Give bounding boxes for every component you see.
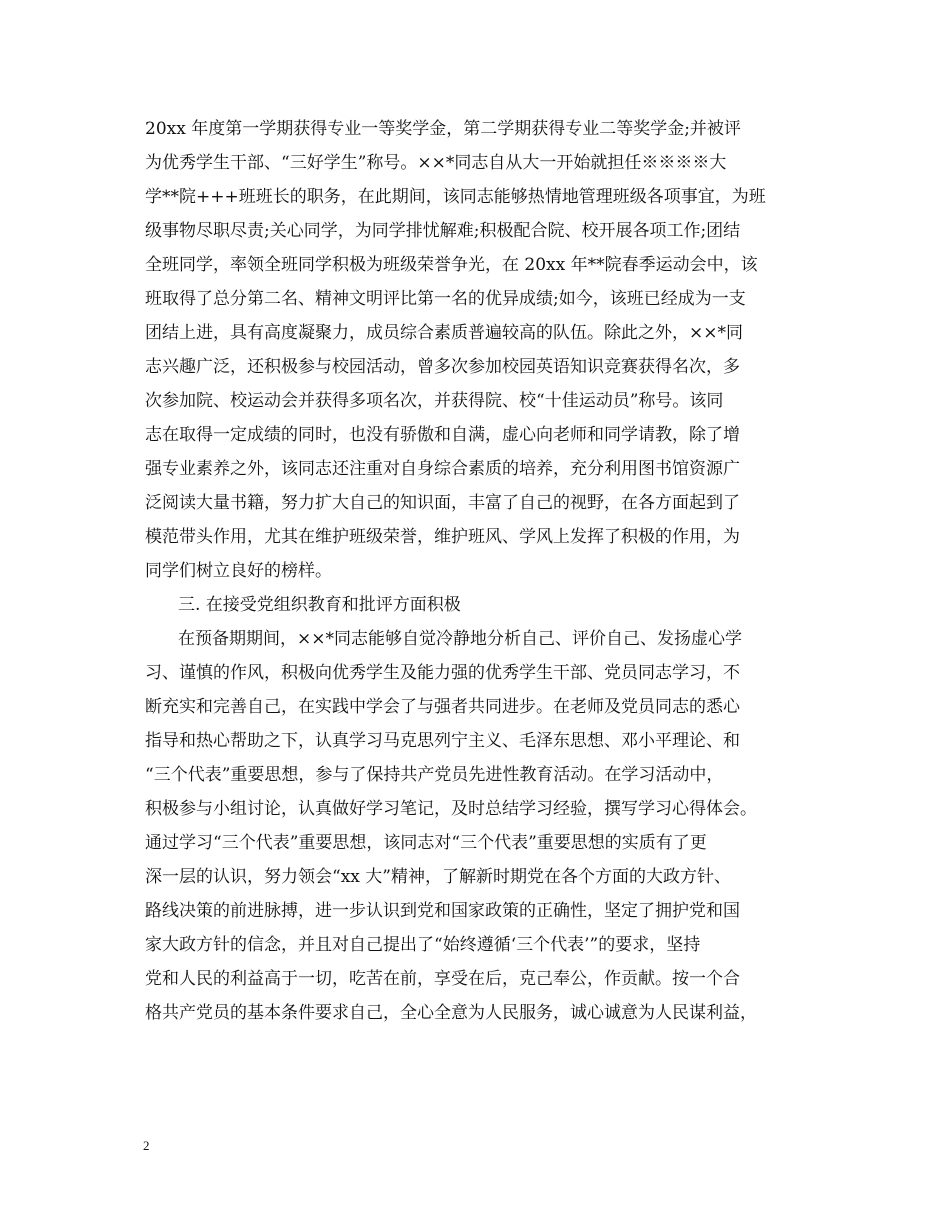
text-line: 路线决策的前进脉搏，进一步认识到党和国家政策的正确性，坚定了拥护党和国	[145, 901, 740, 921]
text-line: 党和人民的利益高于一切，吃苦在前，享受在后，克己奉公，作贡献。按一个合	[145, 969, 740, 989]
text-line: 家大政方针的信念，并且对自己提出了“始终遵循‘三个代表’”的要求，坚持	[145, 935, 701, 955]
page-number: 2	[143, 1138, 150, 1153]
text-line: 同学们树立良好的榜样。	[145, 561, 332, 581]
text-line: 学**院+++班班长的职务，在此期间，该同志能够热情地管理班级各项事宜，为班	[145, 187, 766, 207]
paragraph-first-line: 在预备期期间，××*同志能够自觉冷静地分析自己、评价自己、发扬虚心学	[178, 629, 742, 649]
text-line: “三个代表”重要思想，参与了保持共产党员先进性教育活动。在学习活动中，	[145, 765, 724, 785]
text-line: 强专业素养之外，该同志还注重对自身综合素质的培养，充分利用图书馆资源广	[145, 459, 740, 479]
text-line: 泛阅读大量书籍，努力扩大自己的知识面，丰富了自己的视野，在各方面起到了	[145, 493, 740, 513]
text-line: 班取得了总分第二名、精神文明评比第一名的优异成绩;如今，该班已经成为一支	[145, 289, 746, 309]
text-line: 为优秀学生干部、“三好学生”称号。××*同志自从大一开始就担任※※※※大	[145, 153, 727, 173]
text-line: 次参加院、校运动会并获得多项名次，并获得院、校“十佳运动员”称号。该同	[145, 391, 724, 411]
text-line: 断充实和完善自己，在实践中学会了与强者共同进步。在老师及党员同志的悉心	[145, 697, 740, 717]
text-line: 团结上进，具有高度凝聚力，成员综合素质普遍较高的队伍。除此之外，××*同	[145, 323, 743, 343]
text-line: 习、谨慎的作风，积极向优秀学生及能力强的优秀学生干部、党员同志学习，不	[145, 663, 740, 683]
text-line: 志在取得一定成绩的同时，也没有骄傲和自满，虚心向老师和同学请教，除了增	[145, 425, 740, 445]
text-line: 指导和热心帮助之下，认真学习马克思列宁主义、毛泽东思想、邓小平理论、和	[145, 731, 740, 751]
text-line: 通过学习“三个代表”重要思想，该同志对“三个代表”重要思想的实质有了更	[145, 833, 707, 853]
text-line: 全班同学，率领全班同学积极为班级荣誉争光，在 20xx 年**院春季运动会中，该	[145, 255, 758, 275]
text-line: 深一层的认识，努力领会“xx 大”精神，了解新时期党在各个方面的大政方针、	[145, 867, 731, 887]
text-line: 模范带头作用，尤其在维护班级荣誉，维护班风、学风上发挥了积极的作用，为	[145, 527, 740, 547]
text-line: 格共产党员的基本条件要求自己，全心全意为人民服务，诚心诚意为人民谋利益，	[145, 1003, 757, 1023]
text-line: 级事物尽职尽责;关心同学，为同学排忧解难;积极配合院、校开展各项工作;团结	[145, 221, 741, 241]
text-line: 积极参与小组讨论，认真做好学习笔记，及时总结学习经验，撰写学习心得体会。	[145, 799, 757, 819]
text-line: 20xx 年度第一学期获得专业一等奖学金，第二学期获得专业二等奖学金;并被评	[145, 119, 741, 139]
text-line: 志兴趣广泛，还积极参与校园活动，曾多次参加校园英语知识竞赛获得名次，多	[145, 357, 740, 377]
section-heading: 三. 在接受党组织教育和批评方面积极	[178, 595, 461, 615]
